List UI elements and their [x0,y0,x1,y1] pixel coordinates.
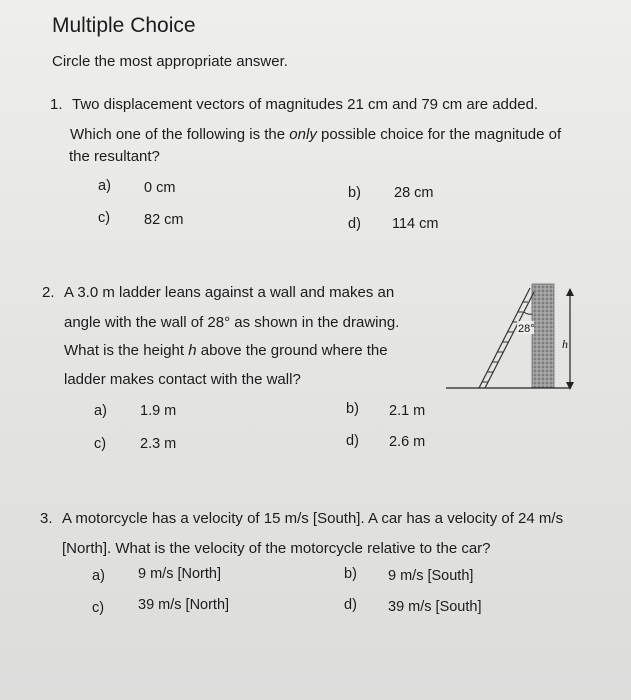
q2-line4: ladder makes contact with the wall? [64,371,301,388]
q3-option-d-letter[interactable]: d) [344,597,357,613]
q1-line1: Two displacement vectors of magnitudes 21 cm and 79 cm are added. [72,96,539,113]
q3-option-b[interactable]: 9 m/s [South] [388,568,474,584]
q3-option-d[interactable]: 39 m/s [South] [388,599,482,615]
ladder-rail-right [485,292,534,388]
q2-option-b-letter[interactable]: b) [346,401,359,417]
q1-line2-pre: Which one of the following is the [70,126,290,143]
q2-line3-var: h [188,342,197,359]
q3-option-a-letter[interactable]: a) [92,568,105,584]
q2-number: 2. [42,284,55,301]
wall [532,284,554,388]
q3-number: 3. [40,510,53,527]
q1-option-b-letter[interactable]: b) [348,185,361,201]
q1-option-c-letter[interactable]: c) [98,210,111,226]
page-title: Multiple Choice [52,14,196,37]
q1-line3: the resultant? [69,148,160,165]
q1-option-b[interactable]: 28 cm [394,185,434,201]
q3-option-b-letter[interactable]: b) [344,566,357,582]
q1-option-a-letter[interactable]: a) [98,178,111,194]
q2-option-b[interactable]: 2.1 m [389,403,426,419]
q3-option-a[interactable]: 9 m/s [North] [138,566,221,582]
q1-option-d-letter[interactable]: d) [348,216,361,232]
q1-line2 [70,126,561,143]
q2-line1: A 3.0 m ladder leans against a wall and makes an [64,284,395,301]
q3-line1: A motorcycle has a velocity of 15 m/s [South]. A car has a velocity of 24 m/s [62,510,564,527]
q1-option-d[interactable]: 114 cm [392,216,439,232]
q2-option-c-letter[interactable]: c) [94,436,107,452]
q3-option-c-letter[interactable]: c) [92,600,105,616]
ladder-rail-left [479,288,530,388]
height-label: h [562,337,568,351]
q2-option-d-letter[interactable]: d) [346,433,359,449]
q2-option-c[interactable]: 2.3 m [140,436,177,452]
angle-label: 28° [518,323,535,335]
q3-option-c[interactable]: 39 m/s [North] [138,597,230,613]
instructions: Circle the most appropriate answer. [52,53,288,70]
q2-line3-post: above the ground where the [196,342,388,359]
height-arrow-bottom [566,382,574,390]
q1-number: 1. [50,96,63,113]
q2-option-d[interactable]: 2.6 m [389,434,426,450]
ladder-rungs [482,302,528,382]
height-arrow-top [566,288,574,296]
q2-line3 [64,342,388,359]
q1-line2-emphasis: only [289,126,317,143]
q2-option-a-letter[interactable]: a) [94,403,107,419]
q2-option-a[interactable]: 1.9 m [140,403,177,419]
q1-option-a[interactable]: 0 cm [144,180,176,196]
q1-line2-post: possible choice for the magnitude of [316,126,562,143]
q1-option-c[interactable]: 82 cm [144,212,184,228]
angle-arc [524,312,532,314]
q2-line2: angle with the wall of 28° as shown in the drawing. [64,314,400,331]
q2-line3-pre: What is the height [64,342,189,359]
ladder-diagram [446,282,586,392]
q3-line2: [North]. What is the velocity of the motorcycle relative to the car? [62,540,491,557]
